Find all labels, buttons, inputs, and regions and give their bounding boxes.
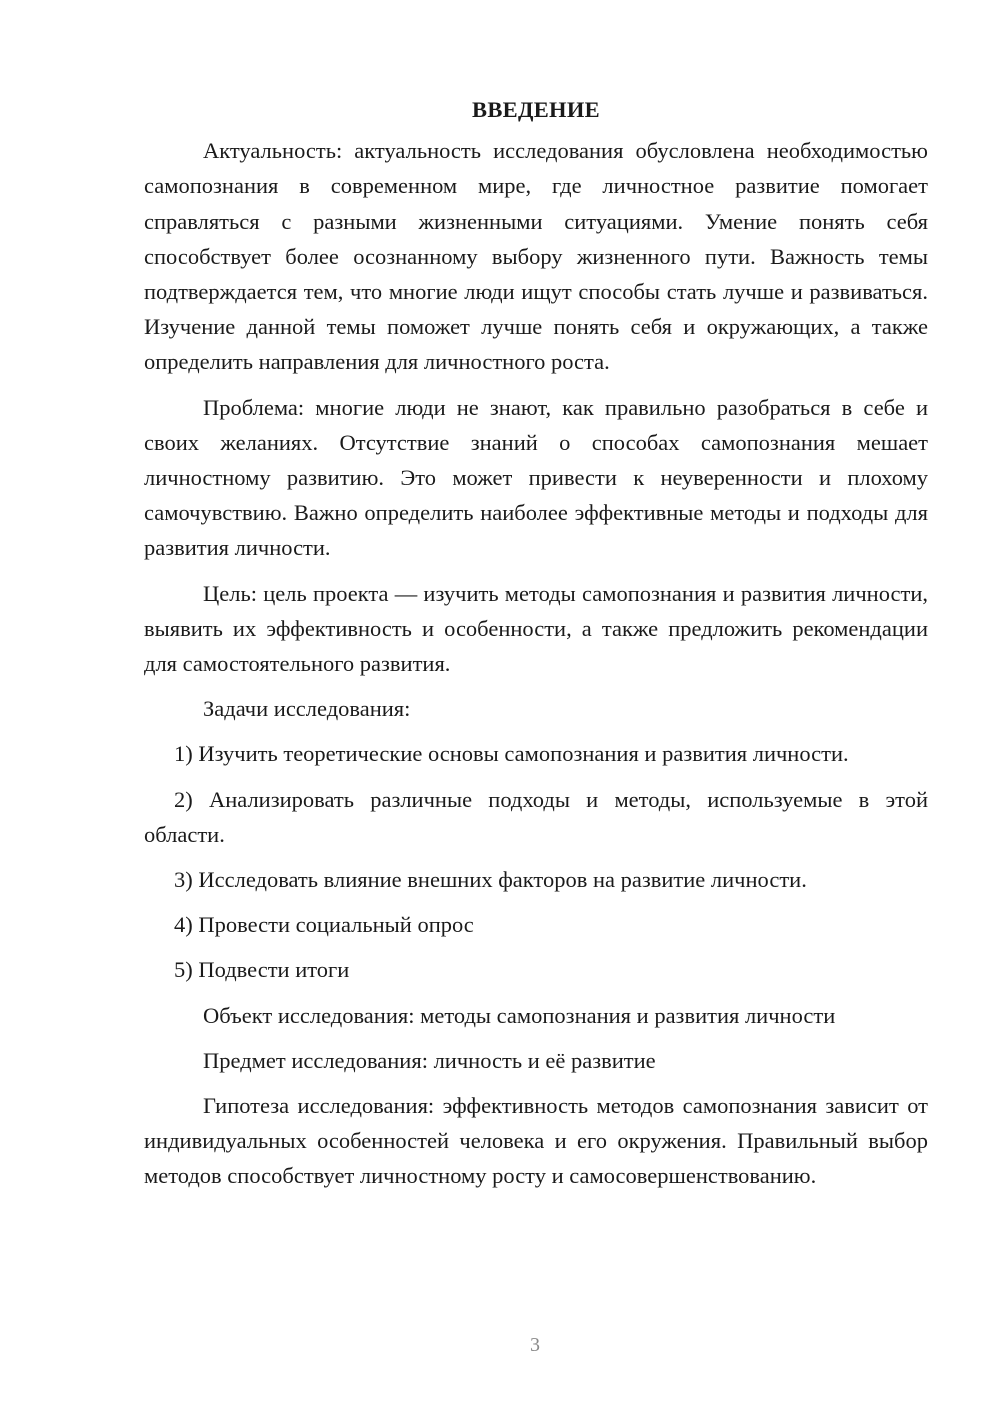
paragraph-subject: Предмет исследования: личность и её развитие: [203, 1047, 656, 1073]
paragraph-problem: Проблема: многие люди не знают, как правильно разобраться в себе и своих желаниях. Отсутствие знаний о способах самопознания мешает личностному развитию. Это может привести к неуверенности и плохому самочувствию. Важно определить наиболее эффективные методы и подходы для развития личности.: [144, 394, 928, 561]
paragraph-goal: Цель: цель проекта — изучить методы самопознания и развития личности, выявить их эффективность и особенности, а также предложить рекомендации для самостоятельного развития.: [144, 580, 928, 677]
paragraph-relevance: Актуальность: актуальность исследования обусловлена необходимостью самопознания в современном мире, где личностное развитие помогает справляться с разными жизненными ситуациями. Умение понять себя способствует более осознанному выбору жизненного пути. Важность темы подтверждается тем, что многие люди ищут способы стать лучше и развиваться. Изучение данной темы поможет лучше понять себя и окружающих, а также определить направления для личностного роста.: [144, 138, 928, 375]
paragraph-object: Объект исследования: методы самопознания и развития личности: [203, 1002, 836, 1028]
paragraph-hypothesis: Гипотеза исследования: эффективность методов самопознания зависит от индивидуальных особенностей человека и его окружения. Правильный выбор методов способствует личностному росту и самосовершенствованию.: [144, 1093, 928, 1189]
task-item-4: 4) Провести социальный опрос: [174, 912, 474, 938]
page-number: 3: [530, 1334, 540, 1356]
section-heading: ВВЕДЕНИЕ: [472, 97, 600, 122]
task-item-3: 3) Исследовать влияние внешних факторов на развитие личности.: [174, 867, 807, 893]
tasks-title: Задачи исследования:: [203, 696, 411, 722]
task-item-1: 1) Изучить теоретические основы самопознания и развития личности.: [174, 741, 849, 767]
task-item-2: 2) Анализировать различные подходы и методы, используемые в этой области.: [144, 786, 928, 847]
task-item-5: 5) Подвести итоги: [174, 957, 350, 983]
page-content: [144, 92, 928, 1204]
